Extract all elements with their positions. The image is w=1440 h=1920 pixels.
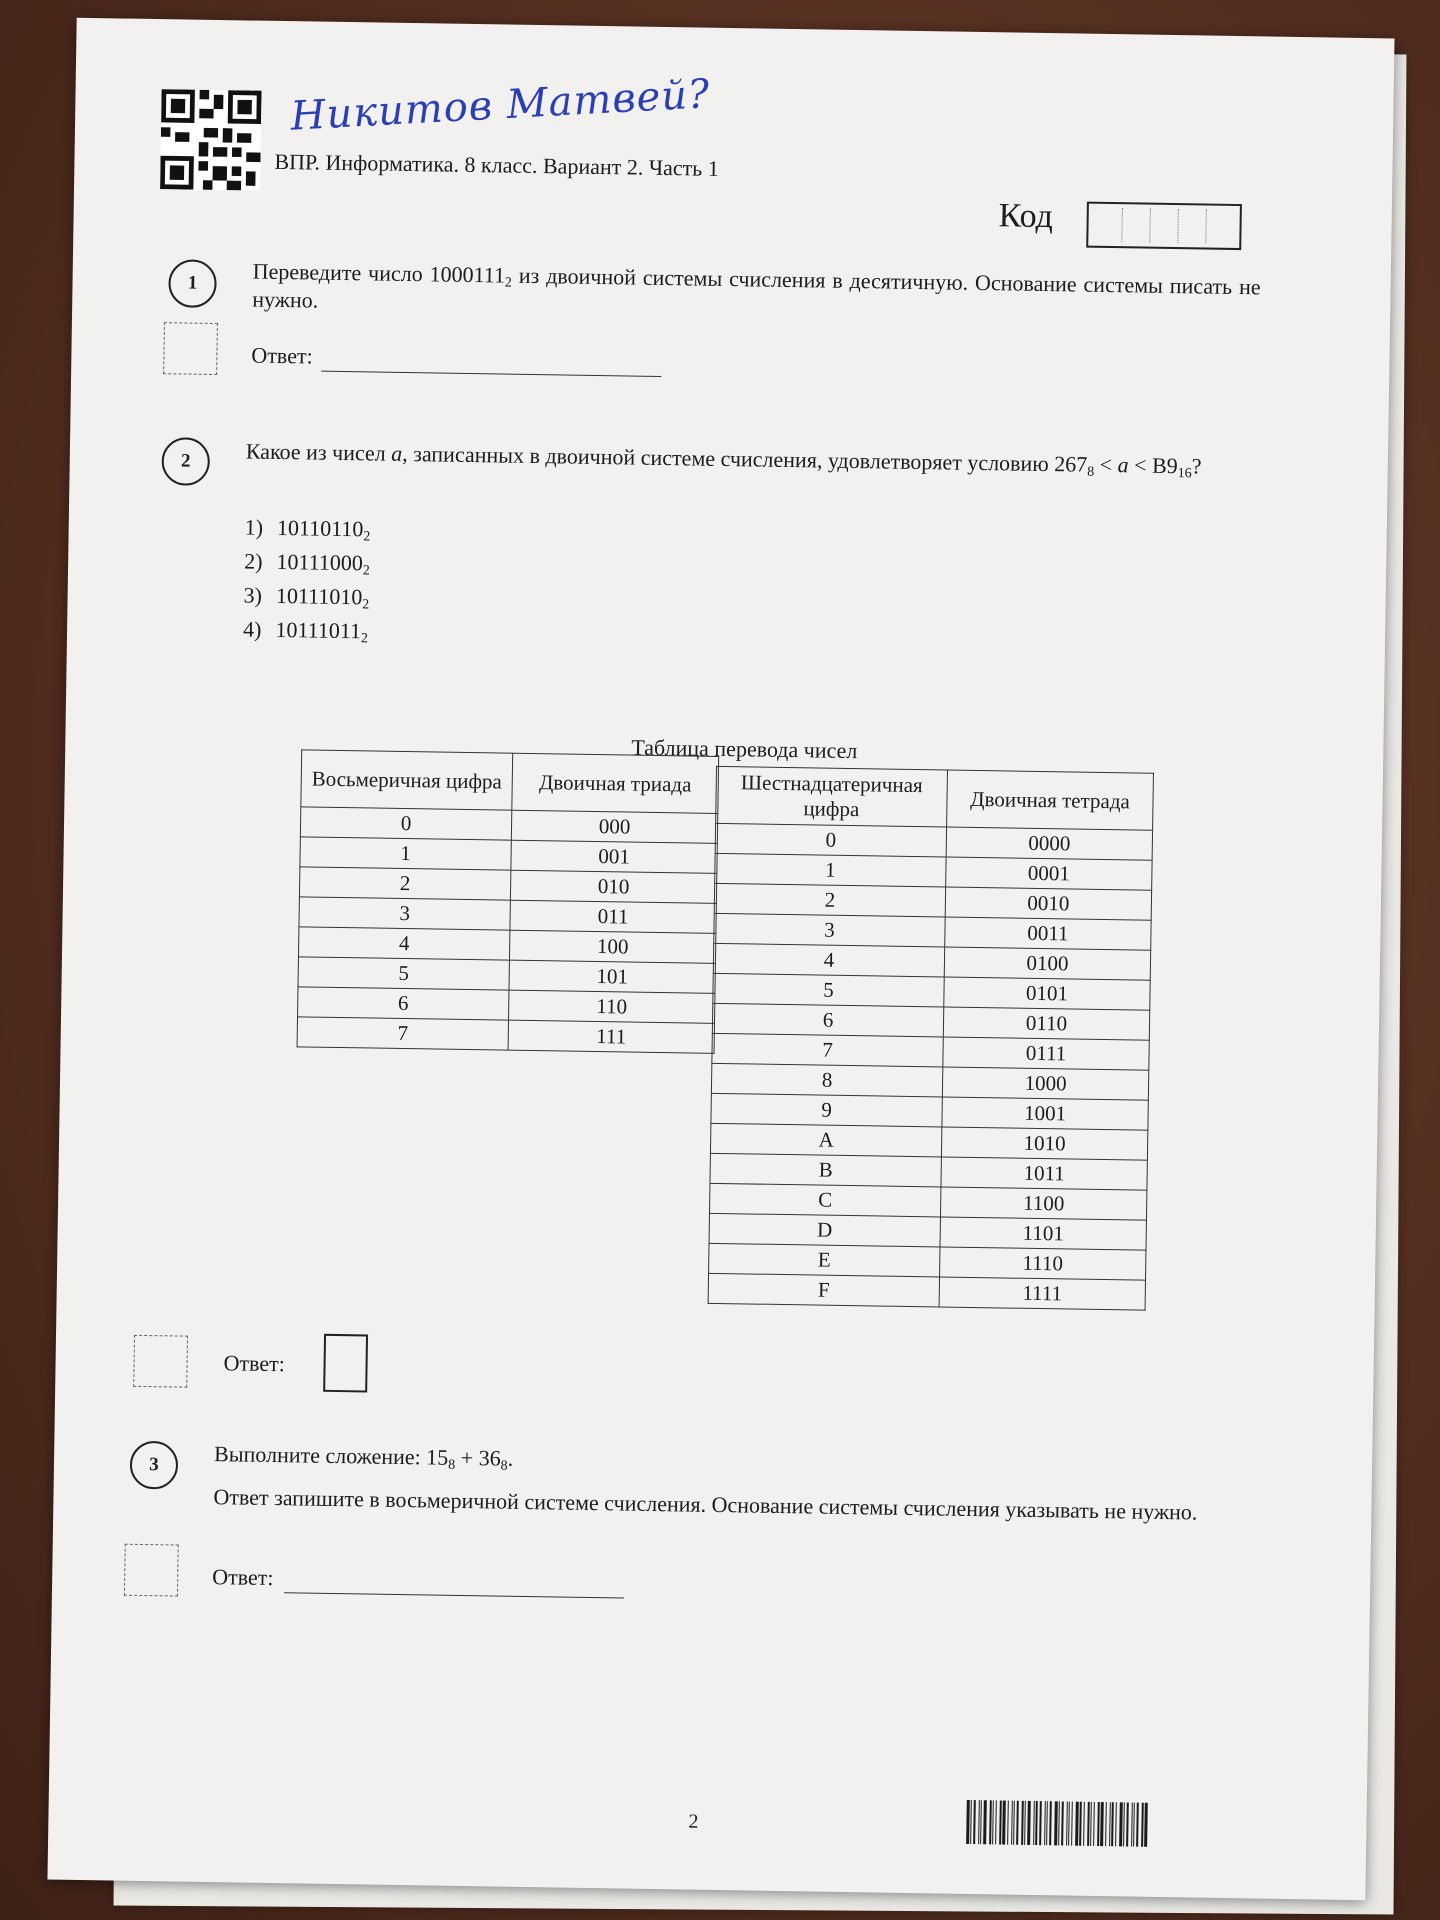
oct-binary-cell: 111 bbox=[508, 1020, 714, 1053]
q3-text-part: Выполните сложение: 15 bbox=[213, 1441, 449, 1470]
hex-digit-cell: D bbox=[709, 1213, 940, 1247]
hex-binary-cell: 0000 bbox=[946, 827, 1152, 860]
option-item[interactable] bbox=[244, 510, 370, 546]
hex-digit-cell: 5 bbox=[713, 973, 944, 1007]
oct-digit-cell: 6 bbox=[298, 987, 509, 1020]
question-3-answer-line[interactable] bbox=[284, 1568, 624, 1598]
oct-binary-cell: 100 bbox=[509, 930, 715, 963]
oct-binary-cell: 010 bbox=[510, 870, 716, 903]
q2-variable: a bbox=[391, 440, 403, 466]
octal-header-digit: Восьмеричная цифра bbox=[301, 750, 513, 810]
oct-binary-cell: 101 bbox=[509, 960, 715, 993]
q1-text-part: Переведите число 1000111 bbox=[252, 258, 506, 288]
barcode-bar bbox=[1046, 1801, 1048, 1845]
question-3-text bbox=[214, 1440, 1224, 1484]
question-1-number: 1 bbox=[168, 259, 217, 308]
question-2-number: 2 bbox=[161, 437, 210, 486]
hex-digit-cell: 3 bbox=[714, 913, 945, 947]
q1-text-part: из двоичной системы счисления в десятичную. Основание системы писать не нужно. bbox=[252, 262, 1261, 313]
q2-variable: a bbox=[1117, 452, 1129, 478]
hex-binary-cell: 0011 bbox=[945, 917, 1151, 950]
barcode-bar bbox=[1111, 1802, 1114, 1846]
option-value: 10111011 bbox=[275, 616, 362, 644]
q2-text-part: < B9 bbox=[1128, 452, 1178, 479]
question-2-text bbox=[246, 437, 1256, 481]
hex-digit-cell: E bbox=[709, 1243, 940, 1277]
code-cell bbox=[1178, 209, 1207, 243]
oct-binary-cell: 000 bbox=[511, 810, 717, 843]
option-base: 2 bbox=[362, 597, 370, 613]
barcode-bar bbox=[1027, 1801, 1031, 1845]
code-cell bbox=[1206, 210, 1234, 244]
barcode-bar bbox=[1061, 1801, 1064, 1845]
hex-binary-cell: 0010 bbox=[945, 887, 1151, 920]
option-number: 4) bbox=[242, 616, 262, 642]
oct-digit-cell: 7 bbox=[297, 1017, 508, 1050]
question-3-number: 3 bbox=[130, 1441, 179, 1490]
option-number: 3) bbox=[243, 582, 263, 608]
hex-digit-cell: A bbox=[710, 1123, 941, 1157]
barcode-bar bbox=[1105, 1802, 1107, 1846]
question-2-score-box bbox=[133, 1335, 188, 1388]
hex-header-tetrad: Двоичная тетрада bbox=[947, 770, 1154, 830]
hex-binary-cell: 1001 bbox=[942, 1097, 1148, 1130]
q2-subscript: 16 bbox=[1177, 466, 1192, 482]
page-number: 2 bbox=[688, 1810, 699, 1833]
exam-page bbox=[47, 18, 1394, 1900]
qr-code-icon bbox=[160, 89, 262, 191]
hex-binary-cell: 1100 bbox=[940, 1187, 1146, 1220]
hex-binary-cell: 0111 bbox=[943, 1037, 1149, 1070]
hex-digit-cell: 6 bbox=[712, 1003, 943, 1037]
q2-text-part: , записанных в двоичной системе счисления, удовлетворяет условию 267 bbox=[402, 440, 1088, 477]
barcode-bar bbox=[992, 1800, 994, 1844]
hex-binary-cell: 1110 bbox=[940, 1247, 1146, 1280]
barcode-bar bbox=[970, 1800, 972, 1844]
option-base: 2 bbox=[360, 631, 368, 647]
hex-digit-cell: B bbox=[710, 1153, 941, 1187]
barcode-bar bbox=[973, 1800, 976, 1844]
option-value: 10110110 bbox=[276, 514, 364, 542]
barcode-bar bbox=[1039, 1801, 1042, 1845]
barcode-bar bbox=[980, 1800, 982, 1844]
barcode-bar bbox=[1083, 1802, 1085, 1846]
barcode-bar bbox=[1100, 1802, 1104, 1846]
hex-digit-cell: F bbox=[708, 1273, 939, 1307]
barcode-bar bbox=[1035, 1801, 1038, 1845]
hex-binary-cell: 1111 bbox=[939, 1277, 1145, 1310]
q2-text-part: < bbox=[1094, 451, 1118, 478]
hex-digit-cell: 2 bbox=[714, 883, 945, 917]
q2-text-part: ? bbox=[1191, 453, 1202, 479]
barcode-bar bbox=[1123, 1802, 1125, 1846]
q1-base-subscript: 2 bbox=[504, 275, 512, 291]
oct-binary-cell: 001 bbox=[511, 840, 717, 873]
option-base: 2 bbox=[362, 563, 370, 579]
question-1-text bbox=[252, 258, 1261, 330]
question-1-answer-label: Ответ: bbox=[251, 342, 313, 369]
oct-digit-cell: 3 bbox=[299, 897, 510, 930]
oct-binary-cell: 011 bbox=[510, 900, 716, 933]
hex-binary-cell: 1010 bbox=[941, 1127, 1147, 1160]
barcode-bar bbox=[1079, 1802, 1082, 1846]
code-cell bbox=[1150, 209, 1179, 243]
student-name-handwriting: Никитов Матвей? bbox=[289, 71, 712, 140]
hex-row bbox=[708, 1273, 1145, 1310]
code-cell bbox=[1094, 208, 1123, 242]
oct-digit-cell: 5 bbox=[298, 957, 509, 990]
barcode-bar bbox=[1024, 1801, 1026, 1845]
option-item[interactable] bbox=[243, 612, 369, 648]
hex-binary-cell: 1000 bbox=[942, 1067, 1148, 1100]
option-number: 1) bbox=[244, 514, 264, 540]
option-item[interactable] bbox=[244, 544, 370, 580]
q3-text-part: + 36 bbox=[455, 1444, 501, 1471]
question-2-answer-box[interactable] bbox=[323, 1334, 368, 1393]
hex-binary-cell: 1101 bbox=[940, 1217, 1146, 1250]
oct-digit-cell: 1 bbox=[300, 837, 511, 870]
option-item[interactable] bbox=[243, 578, 369, 614]
barcode-bar bbox=[1013, 1801, 1015, 1845]
barcode bbox=[966, 1800, 1247, 1848]
q3-text-part: . bbox=[507, 1445, 514, 1471]
hex-header-digit: Шестнадцатеричная цифра bbox=[716, 766, 948, 827]
option-value: 10111010 bbox=[275, 582, 363, 610]
hex-binary-cell: 0101 bbox=[944, 977, 1150, 1010]
page-header-title: ВПР. Информатика. 8 класс. Вариант 2. Часть 1 bbox=[274, 148, 720, 181]
question-2-answer-label: Ответ: bbox=[223, 1350, 286, 1377]
conversion-table-caption: Таблица перевода чисел bbox=[631, 734, 858, 764]
code-label: Код bbox=[998, 197, 1054, 236]
code-cell bbox=[1122, 208, 1151, 242]
barcode-bar bbox=[1090, 1802, 1092, 1846]
barcode-bar bbox=[1144, 1803, 1148, 1847]
hex-digit-cell: C bbox=[710, 1183, 941, 1217]
oct-digit-cell: 4 bbox=[298, 927, 509, 960]
hex-digit-cell: 0 bbox=[715, 823, 946, 857]
question-3-score-box bbox=[124, 1544, 179, 1597]
q2-text-part: Какое из чисел bbox=[245, 438, 392, 466]
barcode-bar bbox=[1068, 1802, 1070, 1846]
hex-binary-cell: 0100 bbox=[944, 947, 1150, 980]
hex-binary-cell: 0001 bbox=[946, 857, 1152, 890]
question-1-answer-line[interactable] bbox=[321, 347, 661, 377]
barcode-bar bbox=[1016, 1801, 1019, 1845]
hex-digit-cell: 8 bbox=[711, 1063, 942, 1097]
hex-table bbox=[708, 766, 1154, 1311]
barcode-bar bbox=[1126, 1802, 1129, 1846]
barcode-bar bbox=[983, 1800, 987, 1844]
question-2-options bbox=[243, 510, 371, 648]
hex-digit-cell: 9 bbox=[711, 1093, 942, 1127]
barcode-bar bbox=[995, 1800, 997, 1844]
question-3-instruction: Ответ запишите в восьмеричной системе счисления. Основание системы счисления указывать не нужно. bbox=[213, 1484, 1198, 1525]
hex-digit-cell: 1 bbox=[715, 853, 946, 887]
barcode-bar bbox=[1136, 1803, 1139, 1847]
option-base: 2 bbox=[363, 529, 371, 545]
oct-digit-cell: 2 bbox=[299, 867, 510, 900]
option-number: 2) bbox=[243, 548, 263, 574]
barcode-bar bbox=[1115, 1802, 1117, 1846]
oct-row bbox=[297, 1017, 714, 1054]
barcode-bar bbox=[1133, 1803, 1135, 1847]
option-value: 10111000 bbox=[276, 548, 364, 576]
q3-subscript: 8 bbox=[448, 1457, 456, 1473]
question-3-answer-label: Ответ: bbox=[212, 1564, 274, 1591]
q2-subscript: 8 bbox=[1087, 464, 1095, 480]
qr-code bbox=[160, 89, 262, 191]
hex-digit-cell: 4 bbox=[713, 943, 944, 977]
hex-digit-cell: 7 bbox=[712, 1033, 943, 1067]
q3-subscript: 8 bbox=[500, 1458, 508, 1474]
barcode-bar bbox=[1049, 1801, 1052, 1845]
oct-binary-cell: 110 bbox=[509, 990, 715, 1023]
barcode-bar bbox=[1058, 1801, 1060, 1845]
barcode-bar bbox=[1071, 1802, 1073, 1846]
barcode-bar bbox=[1002, 1801, 1006, 1845]
hex-binary-cell: 1011 bbox=[941, 1157, 1147, 1190]
hex-binary-cell: 0110 bbox=[943, 1007, 1149, 1040]
question-1-score-box bbox=[163, 322, 218, 375]
octal-header-triad: Двоичная триада bbox=[512, 753, 719, 813]
octal-table bbox=[297, 749, 720, 1054]
code-field[interactable] bbox=[1086, 202, 1242, 250]
barcode-bar bbox=[1007, 1801, 1009, 1845]
oct-digit-cell: 0 bbox=[300, 807, 511, 840]
barcode-bar bbox=[1093, 1802, 1095, 1846]
